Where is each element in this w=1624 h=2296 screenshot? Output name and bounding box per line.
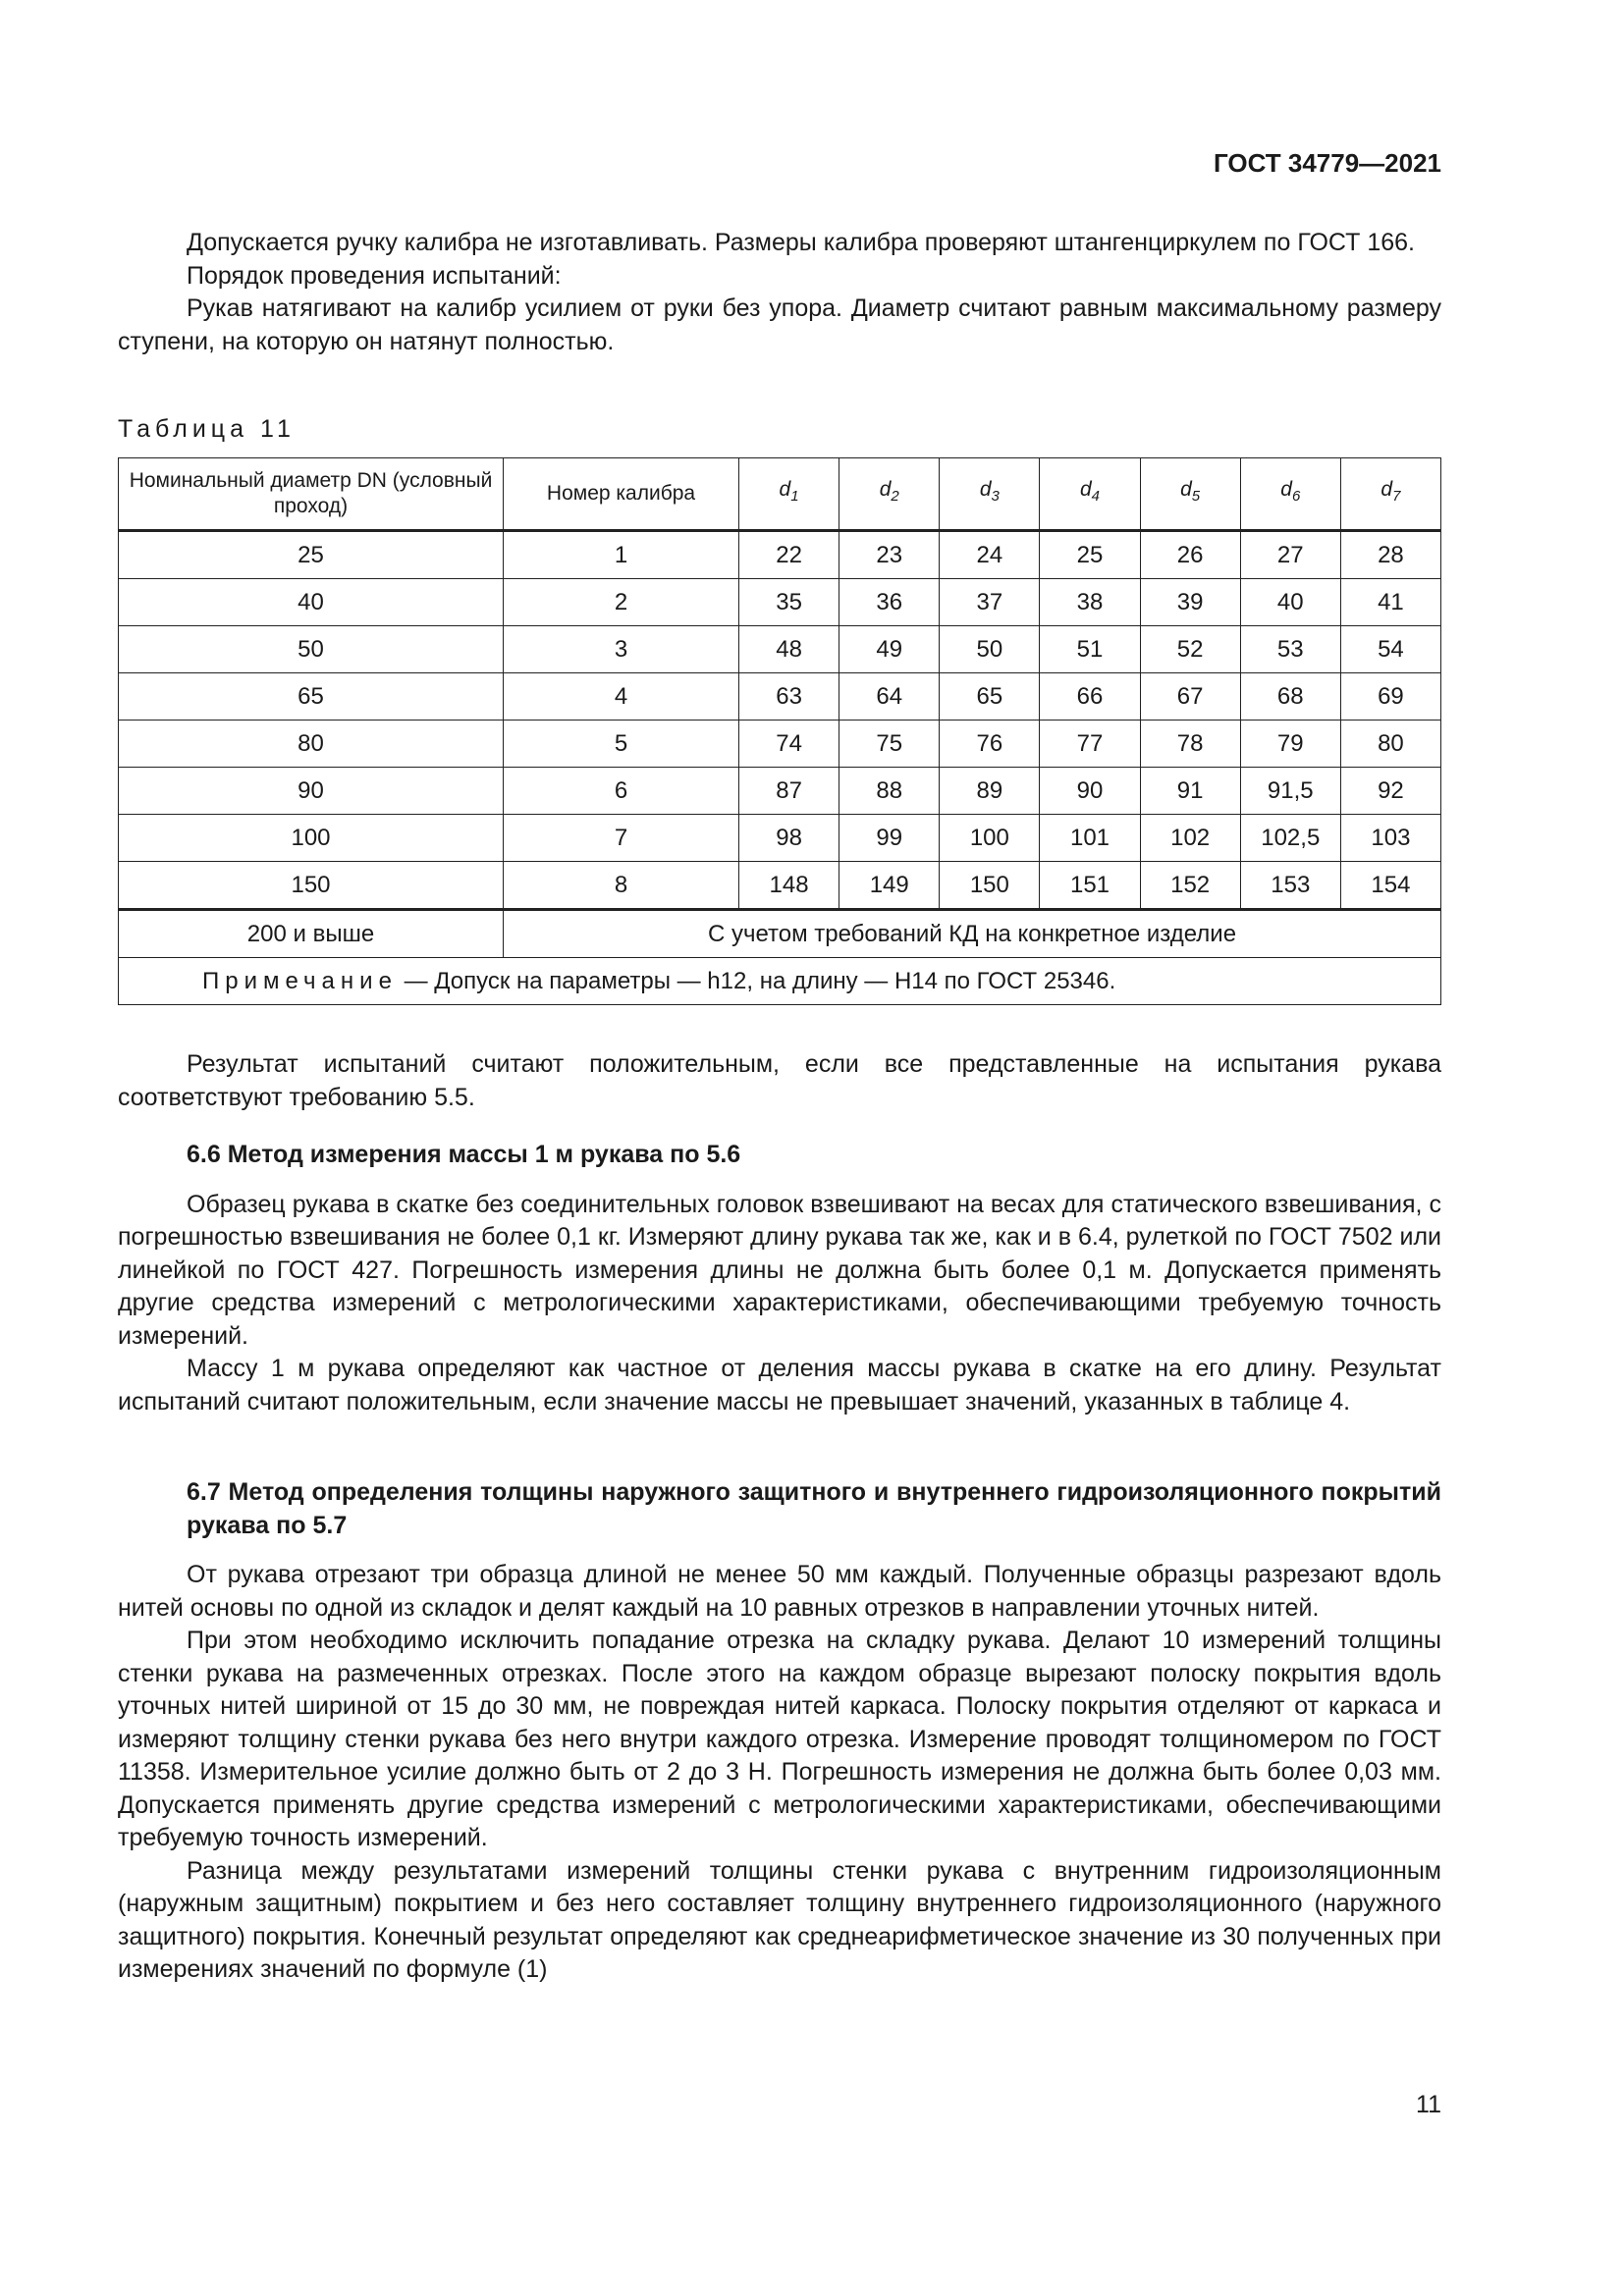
subscript: 3 (991, 488, 1000, 506)
intro-section (118, 227, 1441, 358)
d-symbol: d (879, 478, 892, 502)
table-row (119, 721, 1441, 768)
table-cell: 7 (504, 815, 739, 862)
table-cell: 88 (839, 768, 940, 815)
table-cell: 151 (1040, 862, 1140, 910)
note-label: Примечание (202, 967, 398, 994)
table-cell: 25 (119, 531, 504, 579)
table-cell: 41 (1340, 579, 1440, 626)
table-11 (118, 457, 1441, 1005)
subscript: 5 (1191, 488, 1201, 506)
table-cell: 28 (1340, 531, 1440, 579)
table-cell: 80 (1340, 721, 1440, 768)
table-cell: 102 (1140, 815, 1240, 862)
table-cell: 89 (940, 768, 1040, 815)
table-cell: 152 (1140, 862, 1240, 910)
table-cell: 90 (1040, 768, 1140, 815)
table-cell: 148 (739, 862, 839, 910)
table-cell: 39 (1140, 579, 1240, 626)
table-caption: Таблица 11 (118, 415, 296, 443)
table-row (119, 862, 1441, 910)
table-cell: 74 (739, 721, 839, 768)
table-cell: 91,5 (1240, 768, 1340, 815)
table-cell: 37 (940, 579, 1040, 626)
column-header (1040, 458, 1140, 531)
note-text: — Допуск на параметры — h12, на длину — Н14 по ГОСТ 25346. (397, 967, 1116, 994)
section-heading: 6.7 Метод определения толщины наружного защитного и внутреннего гидроизоляционного покрытий рукава по 5.7 (187, 1478, 1441, 1539)
column-header: Номер калибра (504, 458, 739, 531)
table-cell: 54 (1340, 626, 1440, 673)
table-cell: 40 (119, 579, 504, 626)
table-cell: 24 (940, 531, 1040, 579)
subscript: 2 (891, 488, 899, 506)
table-cell: 102,5 (1240, 815, 1340, 862)
table-cell: 66 (1040, 673, 1140, 721)
paragraph: От рукава отрезают три образца длиной не менее 50 мм каждый. Полученные образцы разрезают вдоль нитей основы по одной из складок и делят каждый на 10 равных отрезков в направлении уточных нитей. (118, 1561, 1441, 1622)
table-cell: 53 (1240, 626, 1340, 673)
d-symbol: d (779, 478, 791, 502)
table-cell: 87 (739, 768, 839, 815)
table-cell: 76 (940, 721, 1040, 768)
table-cell: 36 (839, 579, 940, 626)
table-cell: 98 (739, 815, 839, 862)
column-header (739, 458, 839, 531)
section-6-6 (118, 1139, 1441, 1418)
table-cell: 5 (504, 721, 739, 768)
table-cell: 63 (739, 673, 839, 721)
result-section (118, 1048, 1441, 1114)
table-cell: 65 (119, 673, 504, 721)
paragraph: Результат испытаний считают положительным, если все представленные на испытания рукава соответствуют требованию 5.5. (118, 1050, 1441, 1111)
table-note-row (119, 958, 1441, 1005)
table-cell: 77 (1040, 721, 1140, 768)
table-cell: 49 (839, 626, 940, 673)
table-cell: 200 и выше (119, 910, 504, 958)
paragraph: Допускается ручку калибра не изготавливать. Размеры калибра проверяют штангенциркулем по ГОСТ 166. (187, 229, 1416, 256)
table-cell: 4 (504, 673, 739, 721)
table-cell: 150 (940, 862, 1040, 910)
table-cell: 149 (839, 862, 940, 910)
table-cell: 40 (1240, 579, 1340, 626)
subscript: 1 (790, 488, 799, 506)
d-symbol: d (1380, 478, 1393, 502)
table-row (119, 673, 1441, 721)
d-symbol: d (1079, 478, 1092, 502)
table-cell: 150 (119, 862, 504, 910)
paragraph: Разница между результатами измерений толщины стенки рукава с внутренним гидроизоляционным (наружным защитным) покрытием и без него составляет толщину внутреннего гидроизоляционного (наружного защитного) покрытия. Конечный результат определяют как среднеарифметическое значение из 30 полученных при измерениях значений по формуле (1) (118, 1856, 1441, 1983)
table-cell: 50 (940, 626, 1040, 673)
table-cell: 91 (1140, 768, 1240, 815)
table-cell: 79 (1240, 721, 1340, 768)
table-cell: 100 (119, 815, 504, 862)
table-cell: 68 (1240, 673, 1340, 721)
table-row (119, 768, 1441, 815)
section-6-7 (118, 1476, 1441, 1987)
subscript: 6 (1291, 488, 1301, 506)
table-cell: 22 (739, 531, 839, 579)
page-number: 11 (1416, 2091, 1441, 2118)
table-cell: 78 (1140, 721, 1240, 768)
column-header (1340, 458, 1440, 531)
subscript: 7 (1392, 488, 1401, 506)
table-cell: 92 (1340, 768, 1440, 815)
table-cell: С учетом требований КД на конкретное изделие (504, 910, 1441, 958)
column-header (1240, 458, 1340, 531)
table-cell: 101 (1040, 815, 1140, 862)
d-symbol: d (1280, 478, 1292, 502)
table-cell: 3 (504, 626, 739, 673)
table-cell: 75 (839, 721, 940, 768)
table-cell: 154 (1340, 862, 1440, 910)
d-symbol: d (1180, 478, 1192, 502)
document-header: ГОСТ 34779—2021 (1214, 148, 1441, 178)
column-header (940, 458, 1040, 531)
table-cell: 80 (119, 721, 504, 768)
paragraph: Массу 1 м рукава определяют как частное от деления массы рукава в скатке на его длину. Результат испытаний считают положительным, если значение массы не превышает значений, указанных в таблице 4. (118, 1355, 1441, 1415)
table-row (119, 626, 1441, 673)
paragraph: Рукав натягивают на калибр усилием от руки без упора. Диаметр считают равным максимальному размеру ступени, на которую он натянут полностью. (118, 294, 1441, 355)
table-cell: 64 (839, 673, 940, 721)
column-header: Номинальный диаметр DN (условный проход) (119, 458, 504, 531)
paragraph: При этом необходимо исключить попадание отрезка на складку рукава. Делают 10 измерений толщины стенки рукава на размеченных отрезках. После этого на каждом образце вырезают полоску покрытия вдоль уточных нитей шириной от 15 до 30 мм, не повреждая нитей каркаса. Полоску покрытия отделяют от каркаса и измеряют толщину стенки рукава без него внутри каждого отрезка. Измерение проводят толщиномером по ГОСТ 11358. Измерительное усилие должно быть от 2 до 3 Н. Погрешность измерения не должна быть более 0,03 мм. Допускается применять другие средства измерений с метрологическими характеристиками, обеспечивающими требуемую точность измерений. (118, 1627, 1441, 1851)
table-cell: 51 (1040, 626, 1140, 673)
table-cell: 99 (839, 815, 940, 862)
table-cell: 100 (940, 815, 1040, 862)
table-row (119, 531, 1441, 579)
column-header (839, 458, 940, 531)
table-cell: 23 (839, 531, 940, 579)
table-cell: 65 (940, 673, 1040, 721)
subscript: 4 (1091, 488, 1100, 506)
table-cell: 6 (504, 768, 739, 815)
table-cell: 1 (504, 531, 739, 579)
table-header-row (119, 458, 1441, 531)
table-cell: 48 (739, 626, 839, 673)
table-cell: 8 (504, 862, 739, 910)
paragraph: Порядок проведения испытаний: (187, 261, 562, 290)
table-cell: 38 (1040, 579, 1140, 626)
column-header (1140, 458, 1240, 531)
table-row (119, 579, 1441, 626)
table-note (119, 958, 1441, 1005)
table-cell: 90 (119, 768, 504, 815)
table-cell: 52 (1140, 626, 1240, 673)
table-cell: 69 (1340, 673, 1440, 721)
table-row (119, 815, 1441, 862)
table-cell: 153 (1240, 862, 1340, 910)
paragraph: Образец рукава в скатке без соединительных головок взвешивают на весах для статического взвешивания, с погрешностью взвешивания не более 0,1 кг. Измеряют длину рукава так же, как и в 6.4, рулеткой по ГОСТ 7502 или линейкой по ГОСТ 427. Погрешность измерения длины не должна быть более 0,1 м. Допускается применять другие средства измерений с метрологическими характеристиками, обеспечивающими требуемую точность измерений. (118, 1190, 1441, 1350)
table-row-200 (119, 910, 1441, 958)
section-heading: 6.6 Метод измерения массы 1 м рукава по 5.6 (187, 1141, 741, 1168)
table-cell: 27 (1240, 531, 1340, 579)
table-cell: 50 (119, 626, 504, 673)
d-symbol: d (979, 478, 992, 502)
table-11-container (118, 457, 1441, 1005)
table-cell: 26 (1140, 531, 1240, 579)
table-cell: 2 (504, 579, 739, 626)
table-cell: 67 (1140, 673, 1240, 721)
table-cell: 35 (739, 579, 839, 626)
table-cell: 25 (1040, 531, 1140, 579)
table-cell: 103 (1340, 815, 1440, 862)
